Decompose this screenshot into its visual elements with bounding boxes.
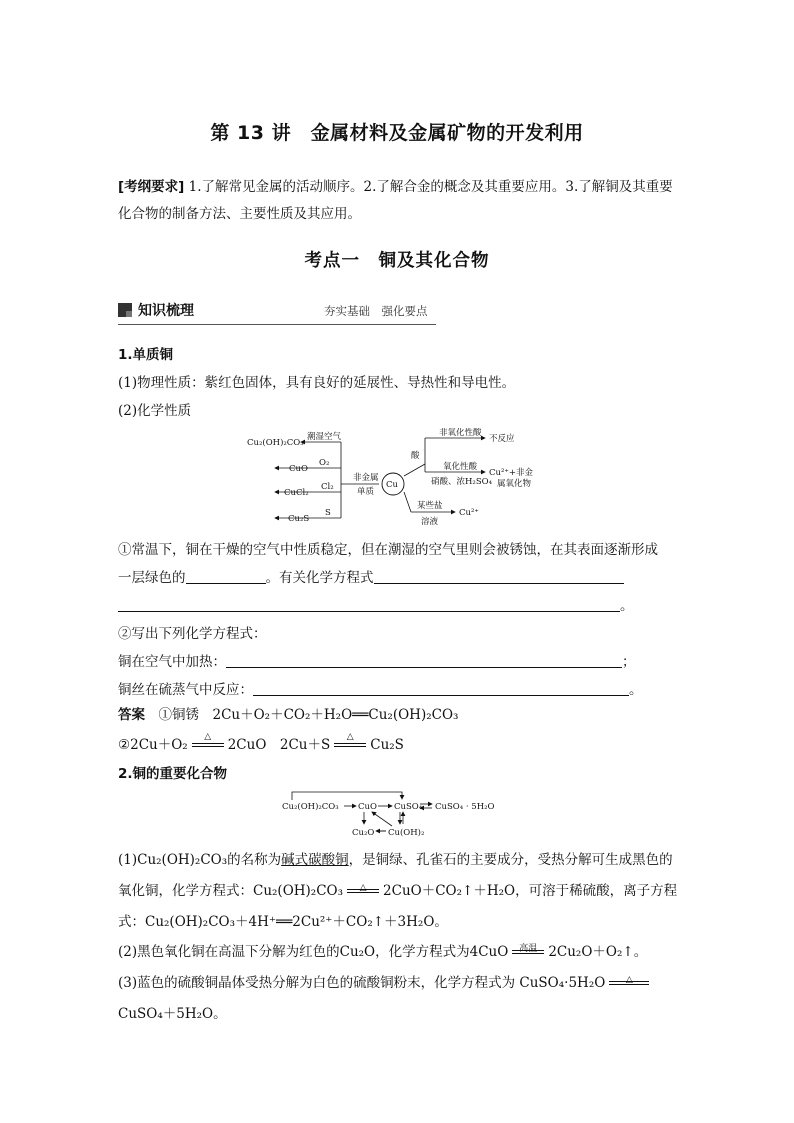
q1-line2-mid: 。有关化学方程式 bbox=[265, 570, 374, 586]
q1-blank-eq[interactable] bbox=[374, 569, 624, 584]
answer-line1-text: ①铜锈 2Cu＋O₂＋CO₂＋H₂O══Cu₂(OH)₂CO₃ bbox=[158, 707, 459, 723]
q1-line3 bbox=[118, 596, 634, 616]
node-cuso4: CuSO₄ bbox=[394, 802, 423, 812]
salt-reagent-bottom: 溶液 bbox=[421, 517, 439, 527]
acid-branch2-reagent-top: 氧化性酸 bbox=[443, 462, 478, 472]
part1-heading: 1.单质铜 bbox=[118, 347, 174, 363]
heat-equals-sign: △ bbox=[334, 737, 366, 749]
nonmetal-label-bottom: 单质 bbox=[357, 487, 375, 497]
q1-line3-end: 。 bbox=[620, 598, 634, 614]
acid-branch1-product: 不反应 bbox=[489, 434, 515, 444]
salt-product: Cu²⁺ bbox=[459, 508, 479, 518]
requirements-tag: [考纲要求] bbox=[118, 179, 185, 195]
para-2 bbox=[118, 937, 680, 968]
q1-line2 bbox=[118, 568, 624, 588]
para-1-a: (1)Cu₂(OH)₂CO₃的名称为 bbox=[118, 852, 282, 868]
cu-center: Cu bbox=[386, 480, 398, 490]
acid-branch2-product-bottom: 属氧化物 bbox=[497, 479, 532, 489]
acid-branch2-reagent-bottom: 硝酸、浓H₂SO₄ bbox=[431, 477, 493, 487]
q2-line1 bbox=[118, 652, 636, 672]
q2-line2-end: 。 bbox=[629, 682, 643, 698]
syllabus-requirements bbox=[118, 174, 680, 228]
nonmetal-label-top: 非金属 bbox=[353, 473, 379, 483]
node-cuoh2: Cu(OH)₂ bbox=[388, 828, 425, 838]
copper-compounds-diagram bbox=[282, 788, 518, 838]
answer-line2 bbox=[118, 732, 404, 755]
answer-line2-c: Cu₂S bbox=[370, 737, 404, 753]
knowledge-bar-label: 知识梳理 bbox=[138, 303, 194, 319]
para-1 bbox=[118, 845, 680, 938]
physical-properties: (1)物理性质：紫红色固体，具有良好的延展性、导热性和导电性。 bbox=[118, 375, 516, 391]
acid-branch2-product-top: Cu²⁺+非金 bbox=[489, 468, 533, 478]
left-reagent-3: Cl₂ bbox=[321, 482, 334, 492]
answer-line2-b: 2CuO 2Cu＋S bbox=[227, 737, 331, 753]
para-2-b: 2Cu₂O＋O₂↑。 bbox=[548, 944, 648, 960]
acid-label: 酸 bbox=[411, 451, 420, 461]
high-temp-equals-sign: 高温 bbox=[512, 944, 544, 956]
q2-line1-end: ； bbox=[622, 654, 636, 670]
para-1-c: 2CuO＋CO₂↑＋H₂O，可溶于稀硫酸，离子方程式：Cu₂(OH)₂CO₃＋4H⁺══2Cu²⁺＋CO₂↑＋3H₂O。 bbox=[118, 883, 678, 930]
section-title: 考点一 铜及其化合物 bbox=[304, 251, 490, 271]
para-1-name: 碱式碳酸铜 bbox=[281, 852, 349, 868]
node-cu2o: Cu₂O bbox=[352, 828, 375, 838]
q2-blank-1[interactable] bbox=[226, 653, 622, 668]
q1-blank-name[interactable] bbox=[186, 569, 266, 584]
q2-line1-prefix: 铜在空气中加热： bbox=[118, 654, 226, 670]
q1-line2-prefix: 一层绿色的 bbox=[118, 570, 186, 586]
knowledge-bar-slogan: 夯实基础 强化要点 bbox=[324, 304, 428, 318]
para-3-a: (3)蓝色的硫酸铜晶体受热分解为白色的硫酸铜粉末，化学方程式为 CuSO₄·5H₂O bbox=[118, 975, 606, 991]
answer-line1 bbox=[118, 705, 458, 725]
requirements-text: 1.了解常见金属的活动顺序。2.了解合金的概念及其重要应用。3.了解铜及其重要化合物的制备方法、主要性质及其应用。 bbox=[118, 179, 673, 222]
copper-reactions-diagram bbox=[245, 428, 565, 528]
q2-line2 bbox=[118, 680, 643, 700]
knowledge-bar-icon bbox=[118, 303, 132, 317]
acid-branch1-reagent: 非氧化性酸 bbox=[439, 428, 482, 438]
answer-label: 答案 bbox=[118, 707, 145, 723]
para-3-b: CuSO₄＋5H₂O。 bbox=[118, 1006, 227, 1022]
q2-blank-2[interactable] bbox=[253, 681, 629, 696]
q1-blank-eq-cont[interactable] bbox=[118, 597, 620, 612]
knowledge-bar bbox=[118, 300, 436, 325]
para-2-a: (2)黑色氧化铜在高温下分解为红色的Cu₂O，化学方程式为4CuO bbox=[118, 944, 509, 960]
para-1-b: ，是铜绿、孔雀石的主要成分，受热分解可生成黑色的氧化铜，化学方程式：Cu₂(OH)₂CO₃ bbox=[118, 852, 673, 899]
node-cuo: CuO bbox=[358, 802, 377, 812]
salt-reagent-top: 某些盐 bbox=[417, 501, 443, 511]
left-product-2: CuO bbox=[289, 464, 308, 474]
left-reagent-1: 潮湿空气 bbox=[307, 432, 342, 442]
left-product-4: Cu₂S bbox=[288, 514, 310, 524]
node-cuso4-5h2o: CuSO₄ · 5H₂O bbox=[435, 802, 495, 812]
node-cu2oh2co3: Cu₂(OH)₂CO₃ bbox=[282, 802, 339, 812]
chemical-properties-heading: (2)化学性质 bbox=[118, 403, 192, 419]
left-product-3: CuCl₂ bbox=[284, 488, 309, 498]
heat-equals-sign: △ bbox=[192, 737, 224, 749]
heat-equals-sign: △ bbox=[609, 975, 649, 987]
left-product-1: Cu₂(OH)₂CO₃ bbox=[247, 438, 304, 448]
lecture-title: 第 13 讲 金属材料及金属矿物的开发利用 bbox=[210, 122, 584, 144]
para-3 bbox=[118, 968, 680, 1030]
left-reagent-4: S bbox=[325, 508, 331, 518]
q2-line2-prefix: 铜丝在硫蒸气中反应： bbox=[118, 682, 253, 698]
part2-heading: 2.铜的重要化合物 bbox=[118, 766, 228, 782]
heat-equals-sign: △ bbox=[347, 883, 379, 895]
q1-line1: ①常温下，铜在干燥的空气中性质稳定，但在潮湿的空气里则会被锈蚀，在其表面逐渐形成 bbox=[118, 542, 658, 558]
q2-heading: ②写出下列化学方程式： bbox=[118, 626, 267, 642]
answer-line2-a: ②2Cu＋O₂ bbox=[118, 737, 188, 753]
left-reagent-2: O₂ bbox=[319, 458, 330, 468]
